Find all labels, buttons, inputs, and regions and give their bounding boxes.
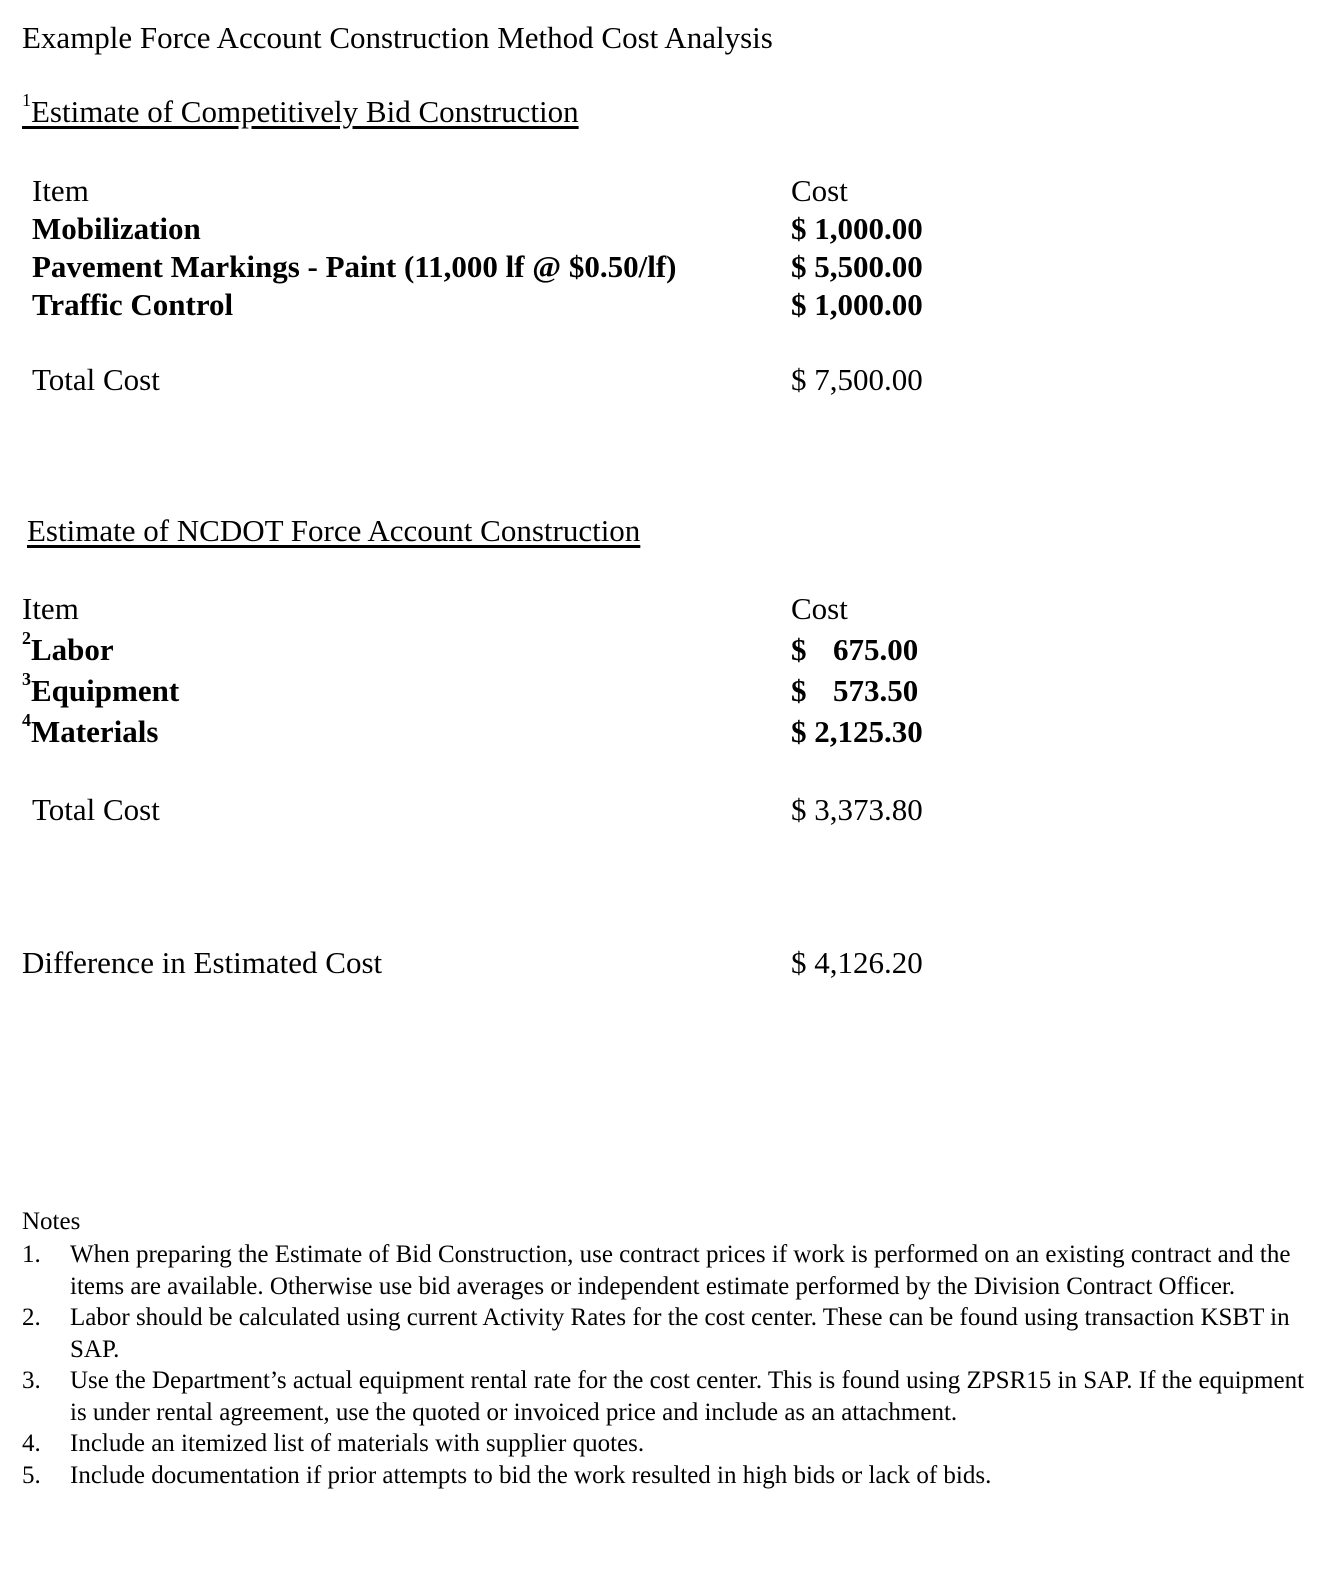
force-row-label: Labor: [31, 632, 114, 667]
currency-symbol: $: [791, 673, 807, 708]
note-number: 5.: [22, 1461, 41, 1489]
footnote-marker: 3: [22, 669, 31, 689]
force-row-item: [22, 669, 180, 709]
bid-row-cost: $ 1,000.00: [791, 211, 923, 246]
footnote-marker: 2: [22, 628, 31, 648]
force-row-cost: [791, 714, 923, 750]
note-item: [22, 1302, 1312, 1365]
force-row-item: [22, 628, 114, 668]
force-row-amount: 573.50: [833, 673, 919, 708]
force-total-label: Total Cost: [32, 792, 160, 827]
difference-label: Difference in Estimated Cost: [22, 945, 383, 980]
note-text: When preparing the Estimate of Bid Construction, use contract prices if work is performed on an existing contract and the items are available. Otherwise use bid averages or independent estimate performed by the Division Contract Officer.: [70, 1241, 1291, 1300]
note-text: Labor should be calculated using current Activity Rates for the cost center. These can be found using transaction KSBT in SAP.: [70, 1304, 1290, 1363]
note-item: [22, 1460, 1312, 1492]
bid-col-cost-header: Cost: [791, 173, 848, 208]
force-row-label: Equipment: [31, 673, 180, 708]
force-total-value: $ 3,373.80: [791, 792, 923, 827]
difference-value: $ 4,126.20: [791, 945, 923, 980]
force-row-cost: [791, 673, 918, 709]
bid-row-item: Pavement Markings - Paint (11,000 lf @ $0.50/lf): [32, 249, 677, 284]
bid-section-heading-text: Estimate of Competitively Bid Construction: [31, 94, 579, 129]
bid-total-value: $ 7,500.00: [791, 362, 923, 397]
bid-total-label: Total Cost: [32, 362, 160, 397]
force-col-cost-header: Cost: [791, 591, 848, 626]
note-item: [22, 1428, 1312, 1460]
footnote-marker: 1: [22, 90, 31, 110]
note-number: 3.: [22, 1367, 41, 1394]
force-col-item-header: Item: [22, 591, 79, 626]
force-row-amount: 2,125.30: [814, 714, 923, 749]
force-row-amount: 675.00: [833, 632, 919, 667]
notes-title: Notes: [22, 1208, 81, 1235]
note-item: [22, 1239, 1312, 1302]
note-text: Use the Department’s actual equipment rental rate for the cost center. This is found using ZPSR15 in SAP. If the equipment is under rental agreement, use the quoted or invoiced price and include as an attachment.: [70, 1367, 1305, 1426]
force-row-label: Materials: [31, 714, 159, 749]
force-row-item: [22, 710, 159, 750]
currency-symbol: $: [791, 714, 807, 749]
currency-symbol: $: [791, 632, 807, 667]
page-title: Example Force Account Construction Method Cost Analysis: [22, 20, 773, 55]
note-number: 1.: [22, 1241, 41, 1268]
note-number: 4.: [22, 1430, 41, 1457]
bid-col-item-header: Item: [32, 173, 89, 208]
bid-row-cost: $ 1,000.00: [791, 287, 923, 322]
force-row-cost: [791, 632, 918, 668]
bid-row-item: Mobilization: [32, 211, 201, 246]
note-text: Include documentation if prior attempts to bid the work resulted in high bids or lack of bids.: [70, 1461, 992, 1489]
footnote-marker: 4: [22, 710, 31, 730]
note-number: 2.: [22, 1304, 41, 1331]
bid-row-cost: $ 5,500.00: [791, 249, 923, 284]
bid-row-item: Traffic Control: [32, 287, 234, 322]
bid-section-heading: [22, 90, 579, 130]
notes-list: [22, 1239, 1312, 1491]
force-section-heading: Estimate of NCDOT Force Account Construction: [27, 513, 641, 548]
note-item: [22, 1365, 1312, 1428]
note-text: Include an itemized list of materials with supplier quotes.: [70, 1430, 645, 1457]
